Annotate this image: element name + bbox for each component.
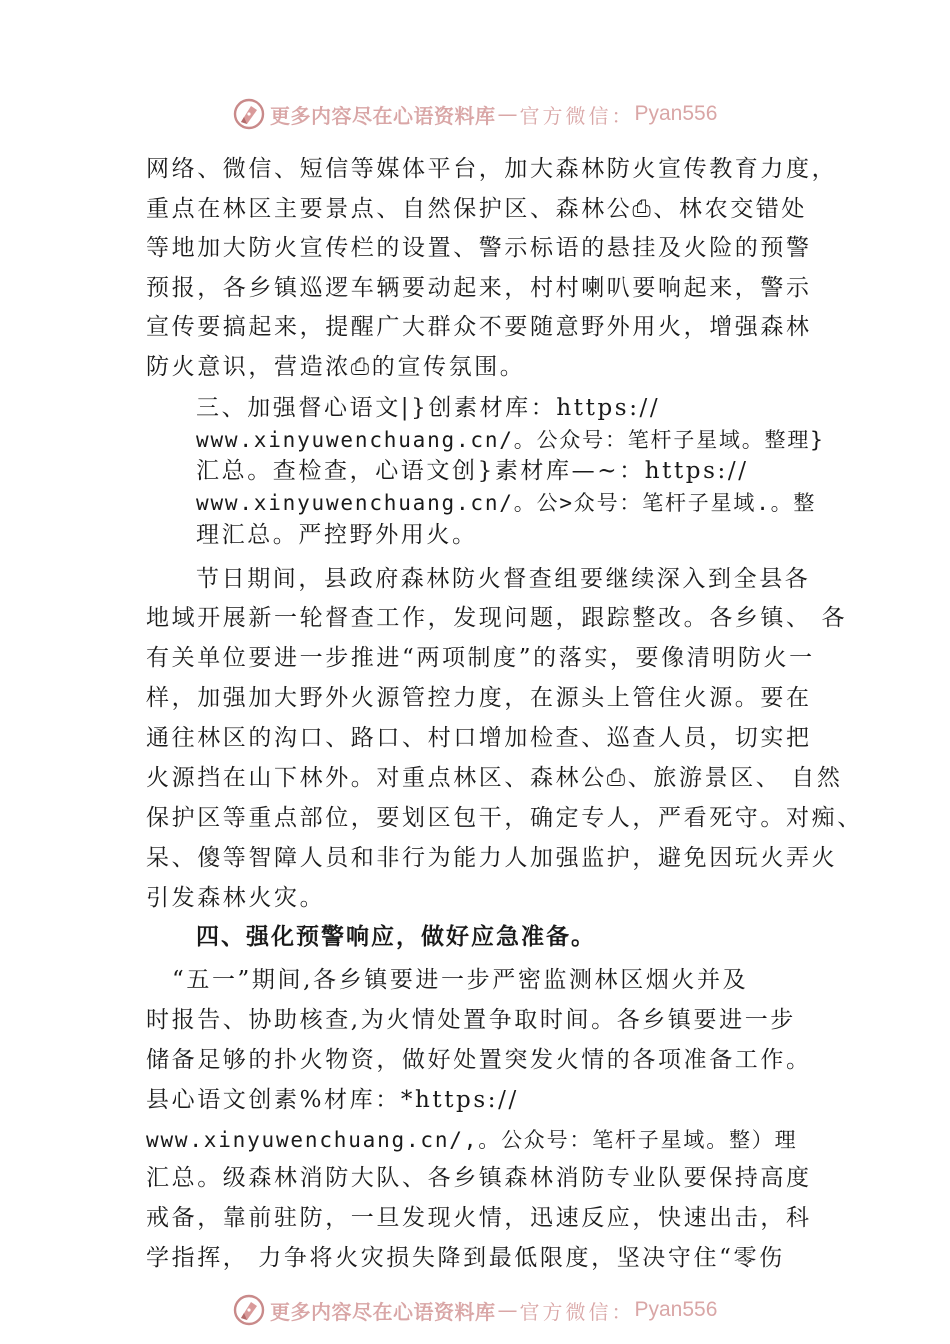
text-line: 戒备，靠前驻防，一旦发现火情，迅速反应，快速出击，科 bbox=[146, 1205, 812, 1231]
text-line: 理汇总。严控野外用火。 bbox=[196, 522, 478, 548]
text-line: 等地加大防火宣传栏的设置、警示标语的悬挂及火险的预警 bbox=[146, 235, 812, 261]
pen-nib-logo-icon bbox=[232, 97, 266, 131]
text-line: 样，加强加大野外火源管控力度，在源头上管住火源。要在 bbox=[146, 685, 812, 711]
text-line: 预报，各乡镇巡逻车辆要动起来，村村喇叭要响起来，警示 bbox=[146, 275, 812, 301]
text-line: 地域开展新一轮督查工作，发现问题，跟踪整改。各乡镇、 各 bbox=[146, 605, 848, 631]
text-line: 保护区等重点部位，要划区包干，确定专人，严看死守。对痴、 bbox=[146, 805, 863, 831]
text-line: 时报告、协助核查,为火情处置争取时间。各乡镇要进一步 bbox=[146, 1007, 796, 1033]
text-line: 呆、傻等智障人员和非行为能力人加强监护，避免因玩火弄火 bbox=[146, 845, 838, 871]
watermark-text: 更多内容尽在心语资料库 bbox=[270, 1299, 496, 1324]
section-4-heading: 四、强化预警响应，做好应急准备。 bbox=[196, 924, 596, 950]
text-line: 储备足够的扑火物资，做好处置突发火情的各项准备工作。 bbox=[146, 1047, 812, 1073]
text-line: 通往林区的沟口、路口、村口增加检查、巡查人员，切实把 bbox=[146, 725, 812, 751]
text-line: 县心语文创素%材库：*https:// bbox=[146, 1087, 519, 1113]
text-line: 重点在林区主要景点、自然保护区、森林公⎙、林农交错处 bbox=[146, 196, 807, 222]
watermark-wechat-id: Pyan556 bbox=[634, 1298, 718, 1321]
text-line: 防火意识，营造浓⎙的宣传氛围。 bbox=[146, 354, 526, 380]
watermark-wechat-id: Pyan556 bbox=[634, 102, 718, 125]
text-line: 有关单位要进一步推进“两项制度”的落实，要像清明防火一 bbox=[146, 645, 815, 671]
paragraph-start: “五一”期间,各乡镇要进一步严密监测林区烟火并及 bbox=[172, 967, 749, 993]
text-line: www.xinyuwenchuang.cn/。公众号：笔杆子星域。整理} bbox=[196, 428, 825, 452]
watermark-label: 官方微信： bbox=[519, 1299, 635, 1324]
watermark-label: 官方微信： bbox=[519, 103, 635, 128]
watermark-dash: — bbox=[497, 102, 518, 126]
footer-watermark bbox=[232, 1292, 717, 1328]
text-line: 网络、微信、短信等媒体平台，加大森林防火宣传教育力度， bbox=[146, 156, 838, 182]
text-line: www.xinyuwenchuang.cn/。公>众号：笔杆子星域.。整 bbox=[196, 491, 817, 515]
header-watermark bbox=[232, 96, 717, 132]
text-line: 宣传要搞起来，提醒广大群众不要随意野外用火，增强森林 bbox=[146, 314, 812, 340]
watermark-dash: — bbox=[497, 1298, 518, 1322]
pen-nib-logo-icon bbox=[232, 1293, 266, 1327]
section-3-heading: 三、加强督心语文|}创素材库：https:// bbox=[196, 395, 661, 421]
text-line: 火源挡在山下林外。对重点林区、森林公⎙、旅游景区、 自然 bbox=[146, 765, 843, 791]
paragraph-start: 节日期间，县政府森林防火督查组要继续深入到全县各 bbox=[196, 566, 811, 592]
text-line: 汇总。级森林消防大队、各乡镇森林消防专业队要保持高度 bbox=[146, 1165, 812, 1191]
text-line: 汇总。查检查，心语文创}素材库—~：https:// bbox=[196, 458, 749, 484]
text-line: 学指挥， 力争将火灾损失降到最低限度，坚决守住“零伤 bbox=[146, 1245, 785, 1271]
watermark-text: 更多内容尽在心语资料库 bbox=[270, 103, 496, 128]
text-line: 引发森林火灾。 bbox=[146, 885, 326, 911]
text-line: www.xinyuwenchuang.cn/,。公众号：笔杆子星域。整）理 bbox=[146, 1128, 798, 1152]
